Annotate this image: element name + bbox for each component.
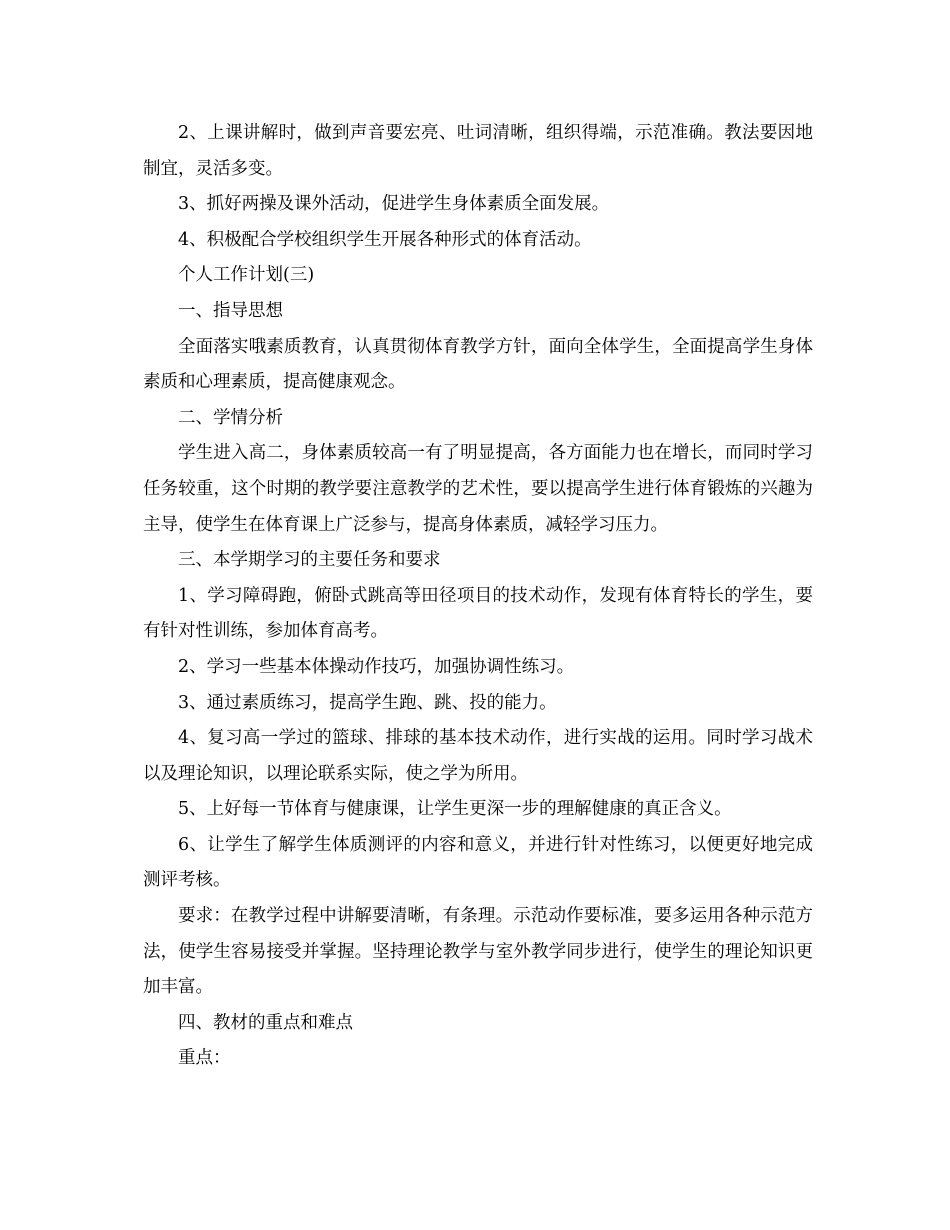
paragraph-guiding-thought: 全面落实哦素质教育，认真贯彻体育教学方针，面向全体学生，全面提高学生身体素质和心理素质，提高健康观念。 [143, 336, 813, 393]
paragraph-student-analysis: 学生进入高二，身体素质较高一有了明显提高，各方面能力也在增长，而同时学习任务较重，这个时期的教学要注意教学的艺术性，要以提高学生进行体育锻炼的兴趣为主导，使学生在体育课上广泛参与，提高身体素质，减轻学习压力。 [143, 443, 813, 535]
task-item-2: 2、学习一些基本体操动作技巧，加强协调性练习。 [178, 656, 575, 677]
task-item-5: 5、上好每一节体育与健康课，让学生更深一步的理解健康的真正含义。 [178, 799, 732, 820]
label-key-points: 重点： [178, 1048, 231, 1069]
document-body [143, 116, 813, 1077]
paragraph-3: 4、积极配合学校组织学生开展各种形式的体育活动。 [178, 229, 592, 250]
heading-guiding-thought: 一、指导思想 [178, 300, 283, 321]
heading-student-analysis: 二、学情分析 [178, 407, 283, 428]
task-item-3: 3、通过素质练习，提高学生跑、跳、投的能力。 [178, 692, 557, 713]
task-item-6: 6、让学生了解学生体质测评的内容和意义，并进行针对性练习，以便更好地完成测评考核。 [143, 834, 813, 891]
paragraph-1: 2、上课讲解时，做到声音要宏亮、吐词清晰，组织得端，示范准确。教法要因地制宜，灵活多变。 [143, 123, 813, 179]
section-title: 个人工作计划(三) [178, 265, 315, 286]
task-item-1: 1、学习障碍跑，俯卧式跳高等田径项目的技术动作，发现有体育特长的学生，要有针对性训练，参加体育高考。 [143, 585, 813, 642]
paragraph-2: 3、抓好两操及课外活动，促进学生身体素质全面发展。 [178, 194, 610, 215]
paragraph-requirements: 要求：在教学过程中讲解要清晰，有条理。示范动作要标准，要多运用各种示范方法，使学生容易接受并掌握。坚持理论教学与室外教学同步进行，使学生的理论知识更加丰富。 [143, 906, 813, 998]
heading-key-points: 四、教材的重点和难点 [178, 1012, 353, 1033]
heading-main-tasks: 三、本学期学习的主要任务和要求 [178, 550, 441, 571]
task-item-4: 4、复习高一学过的篮球、排球的基本技术动作，进行实战的运用。同时学习战术以及理论知识，以理论联系实际，使之学为所用。 [143, 728, 813, 784]
